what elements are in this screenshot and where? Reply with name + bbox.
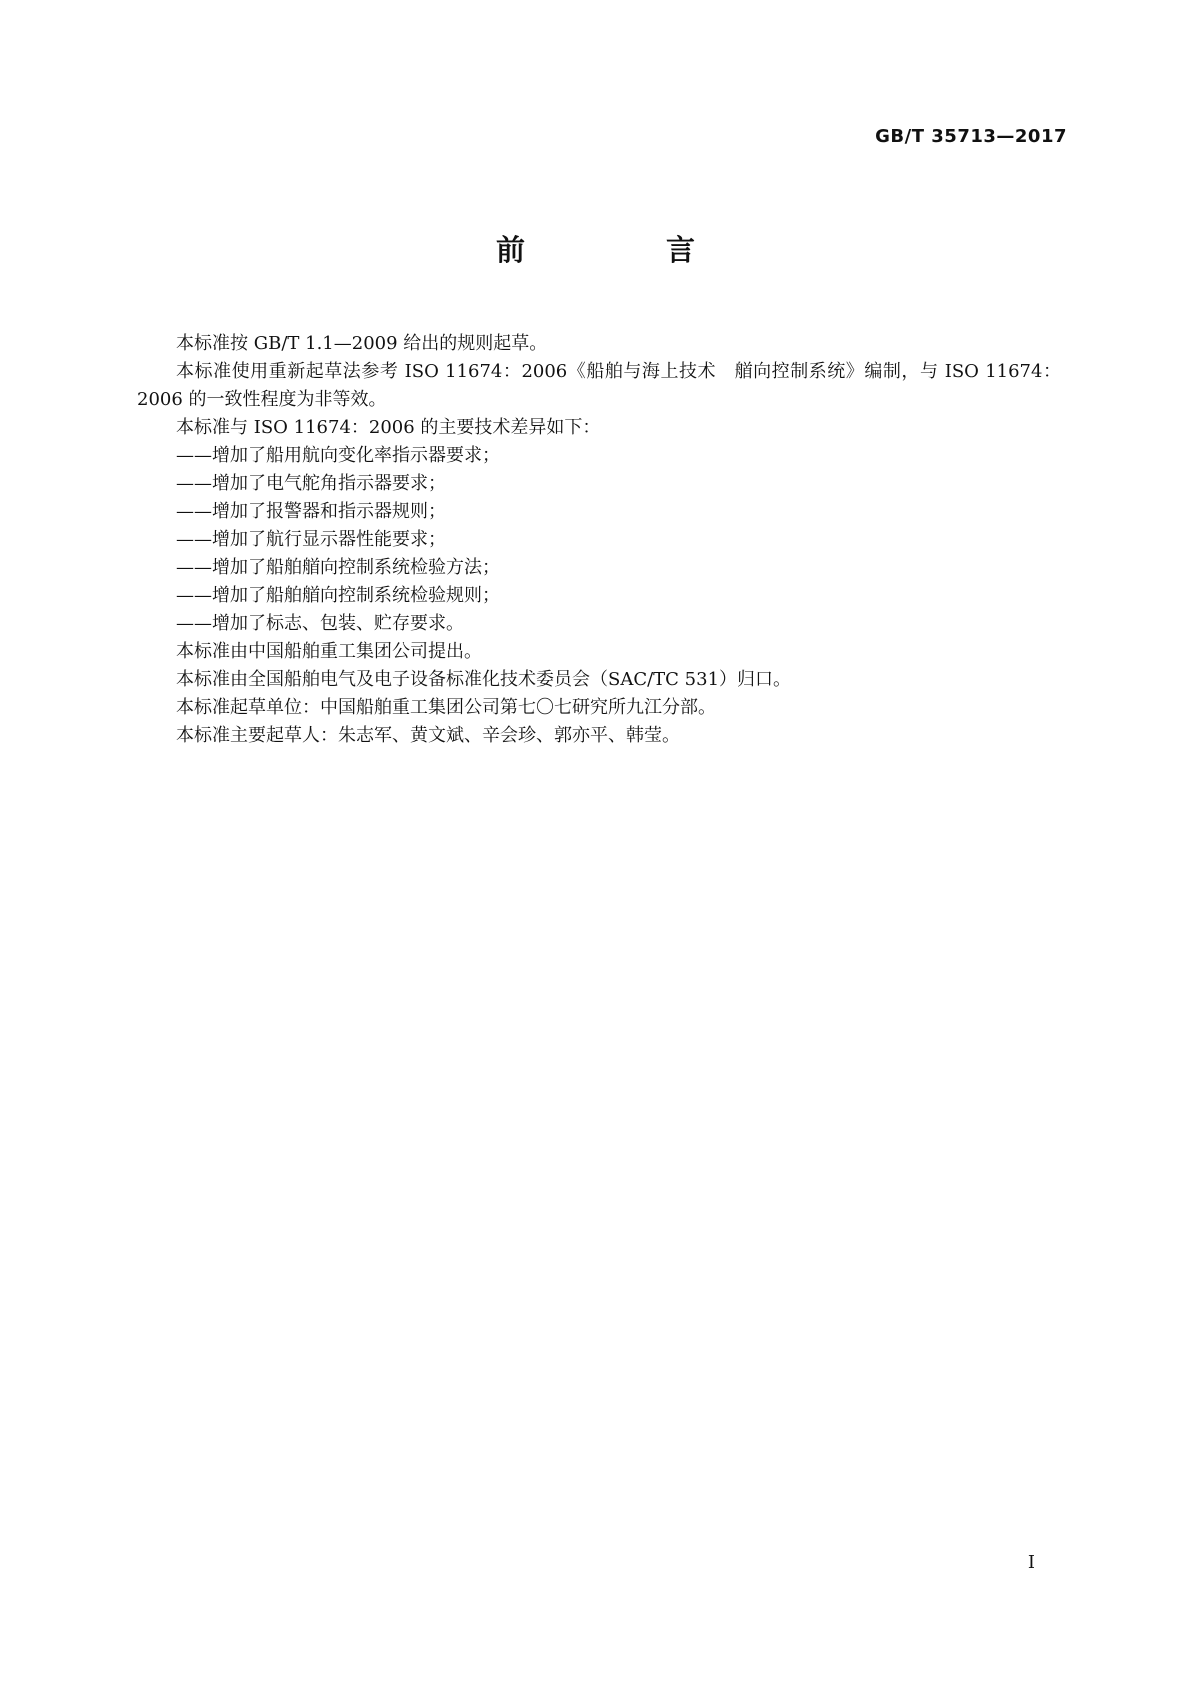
page-title: 前 言 xyxy=(495,233,751,267)
paragraph-drafters: 本标准主要起草人：朱志军、黄文斌、辛会珍、郭亦平、韩莹。 xyxy=(176,725,680,746)
page-number: I xyxy=(1027,1552,1035,1573)
paragraph-drafting-rules: 本标准按 GB/T 1.1—2009 给出的规则起草。 xyxy=(176,333,548,354)
standard-code: GB/T 35713—2017 xyxy=(875,126,1067,147)
list-item-difference: ——增加了船舶艏向控制系统检验规则； xyxy=(176,585,500,606)
list-item-difference: ——增加了船舶艏向控制系统检验方法； xyxy=(176,557,500,578)
list-item-difference: ——增加了航行显示器性能要求； xyxy=(176,529,446,550)
paragraph-proposer: 本标准由中国船舶重工集团公司提出。 xyxy=(176,641,482,662)
document-body xyxy=(137,330,1061,750)
list-item-difference: ——增加了船用航向变化率指示器要求； xyxy=(176,445,500,466)
list-item-difference: ——增加了电气舵角指示器要求； xyxy=(176,473,446,494)
paragraph-administration: 本标准由全国船舶电气及电子设备标准化技术委员会（SAC/TC 531）归口。 xyxy=(176,669,792,690)
list-item-difference: ——增加了报警器和指示器规则； xyxy=(176,501,446,522)
list-item-difference: ——增加了标志、包装、贮存要求。 xyxy=(176,613,464,634)
paragraph-reference-standard: 本标准使用重新起草法参考 ISO 11674：2006《船舶与海上技术 艏向控制系统》编制，与 ISO 11674：2006 的一致性程度为非等效。 xyxy=(137,361,1061,410)
paragraph-differences-intro: 本标准与 ISO 11674：2006 的主要技术差异如下： xyxy=(176,417,601,438)
paragraph-drafting-unit: 本标准起草单位：中国船舶重工集团公司第七〇七研究所九江分部。 xyxy=(176,697,716,718)
